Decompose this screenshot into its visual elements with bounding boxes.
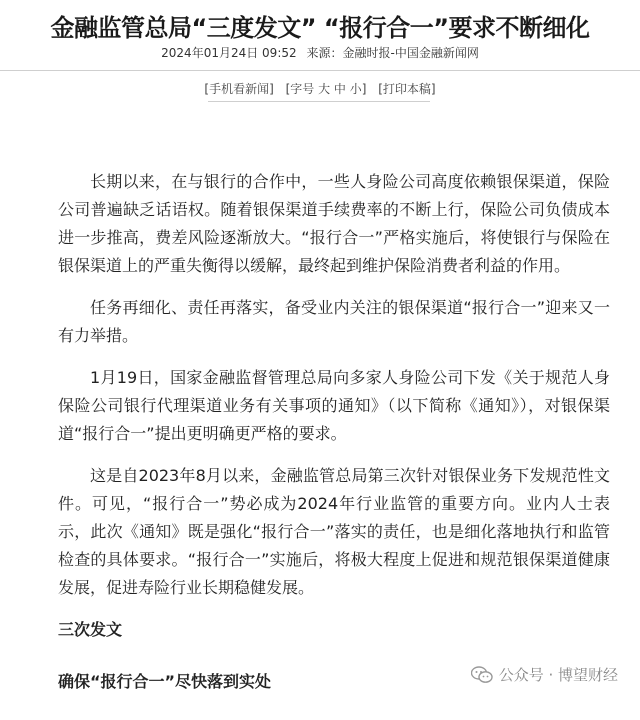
article-body [58, 168, 610, 720]
publish-date: 2024年01月24日 09:52 [161, 46, 297, 60]
header-divider [0, 70, 640, 71]
watermark-text: 公众号 · 博望财经 [498, 666, 618, 684]
article-toolbar [0, 80, 640, 97]
article-meta [0, 44, 640, 61]
source-name: 金融时报-中国金融新闻网 [342, 46, 479, 60]
watermark [467, 662, 622, 687]
paragraph-1: 长期以来，在与银行的合作中，一些人身险公司高度依赖银保渠道，保险公司普遍缺乏话语权。随着银保渠道手续费率的不断上行，保险公司负债成本进一步推高，费差风险逐渐放大。“报行合一”严格实施后，将使银行与保险在银保渠道上的严重失衡得以缓解，最终起到维护保险消费者利益的作用。 [58, 172, 610, 275]
print-link[interactable]: [打印本稿] [378, 82, 436, 96]
toolbar-divider [208, 101, 430, 102]
source-label: 来源： [306, 46, 343, 60]
wechat-icon [471, 666, 493, 684]
mobile-news-link[interactable]: [手机看新闻] [204, 82, 274, 96]
font-size-selector[interactable]: [字号 大 中 小] [285, 82, 367, 96]
subsection-heading: 确保“报行合一”尽快落到实处 [58, 672, 272, 691]
paragraph-3: 1月19日，国家金融监督管理总局向多家人身险公司下发《关于规范人身保险公司银行代理渠道业务有关事项的通知》（以下简称《通知》），对银保渠道“报行合一”提出更明确更严格的要求。 [58, 368, 610, 443]
page-title: 金融监管总局“三度发文” “报行合一”要求不断细化 [50, 14, 590, 42]
paragraph-2: 任务再细化、责任再落实，备受业内关注的银保渠道“报行合一”迎来又一有力举措。 [58, 298, 610, 345]
paragraph-4: 这是自2023年8月以来，金融监管总局第三次针对银保业务下发规范性文件。可见，“报行合一”势必成为2024年行业监管的重要方向。业内人士表示，此次《通知》既是强化“报行合一”落实的责任，也是细化落地执行和监管检查的具体要求。“报行合一”实施后，将极大程度上促进和规范银保渠道健康发展，促进寿险行业长期稳健发展。 [58, 466, 610, 597]
section-heading: 三次发文 [58, 620, 123, 639]
